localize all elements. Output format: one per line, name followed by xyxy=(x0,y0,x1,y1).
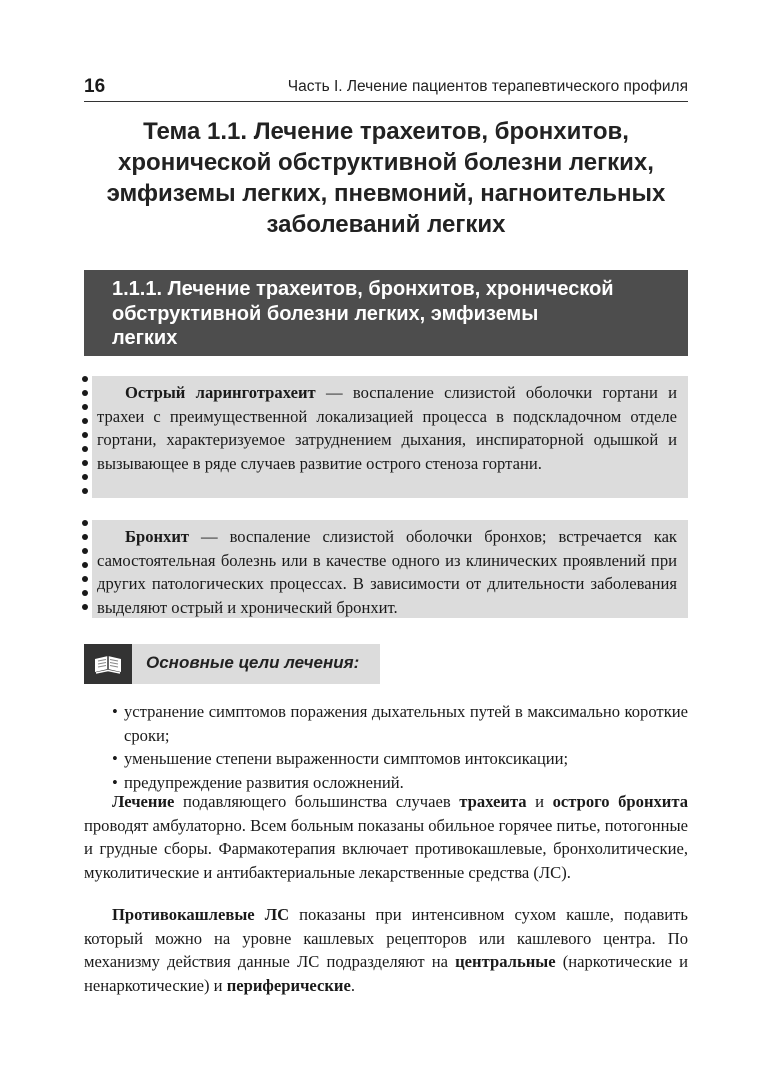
dot xyxy=(82,590,88,596)
section-title-line: обструктивной болезни легких, эмфиземы xyxy=(112,302,539,325)
topic-title-line: хронической обструктивной болезни легких, xyxy=(118,149,654,176)
dot xyxy=(82,604,88,610)
paragraph-text: проводят амбулаторно. Всем больным показаны обильное горячее питье, потогонные и грудные сборы. Фармакотерапия включает противокашлевые, бронхолитические, муколитические и антибактериальные лекарственные средства (ЛС). xyxy=(84,815,688,882)
paragraph-text: показаны при интенсивном сухом кашле, подавить который можно на уровне кашлевых рецепторов или кашлевого центра. По механизму действия данные ЛС подразделяют на xyxy=(84,905,689,971)
dot xyxy=(82,488,88,494)
page-number: 16 xyxy=(84,76,106,97)
page-header xyxy=(84,76,688,100)
list-item: • уменьшение степени выраженности симптомов интоксикации; xyxy=(112,747,688,771)
paragraph-text: подавляющего большинства случаев xyxy=(174,792,460,811)
section-title-line: легких xyxy=(112,327,178,349)
list-item: • предупреждение развития осложнений. xyxy=(112,771,688,795)
paragraph-text: . xyxy=(350,975,356,995)
dot xyxy=(82,390,88,396)
definition-term: Острый ларинготрахеит xyxy=(125,383,316,402)
definition-term: Бронхит xyxy=(125,527,190,546)
bold-term: Противокашлевые ЛС xyxy=(112,905,290,924)
paragraph-text: и xyxy=(526,792,553,811)
book-icon xyxy=(84,644,132,684)
header-rule xyxy=(84,101,688,102)
definition-bronchitis xyxy=(97,525,677,619)
dot xyxy=(82,460,88,466)
bold-term: периферические xyxy=(226,975,351,995)
dot xyxy=(82,376,88,382)
bold-term: Лечение xyxy=(112,792,175,811)
dot xyxy=(82,520,88,526)
list-item: • устранение симптомов поражения дыхательных путей в максимально короткие сроки; xyxy=(112,700,688,747)
bold-term: острого бронхита xyxy=(552,792,689,811)
dot xyxy=(82,404,88,410)
dot xyxy=(82,418,88,424)
dot xyxy=(82,562,88,568)
topic-title xyxy=(84,116,688,240)
dot xyxy=(82,534,88,540)
dot xyxy=(82,576,88,582)
topic-title-line: заболеваний легких xyxy=(266,211,506,238)
antitussive-paragraph xyxy=(84,903,688,997)
definition-text: — воспаление слизистой оболочки бронхов; встречается как самостоятельная болезнь или в качестве одного из клинических проявлений при других патологических процессах. В зависимости от длительности заболевания выделяют острый и хронический бронхит. xyxy=(97,527,677,617)
treatment-paragraph xyxy=(84,790,688,884)
definition-laryngotracheitis xyxy=(97,381,677,475)
section-title-line: 1.1.1. Лечение трахеитов, бронхитов, хронической xyxy=(112,278,614,300)
topic-title-line: Тема 1.1. Лечение трахеитов, бронхитов, xyxy=(143,118,629,145)
goals-title: Основные цели лечения: xyxy=(146,653,360,672)
running-head: Часть I. Лечение пациентов терапевтического профиля xyxy=(287,78,688,95)
definition-text: — воспаление слизистой оболочки гортани и трахеи с преимущественной локализацией процесса в подскладочном отделе гортани, характеризуемое затруднением дыхания, инспираторной одышкой и вызывающее в ряде случаев развитие острого стеноза гортани. xyxy=(97,383,677,473)
dot xyxy=(82,446,88,452)
bold-term: центральные xyxy=(455,952,556,971)
dot xyxy=(82,432,88,438)
goals-list xyxy=(112,700,688,794)
section-title xyxy=(112,277,672,351)
bold-term: трахеита xyxy=(459,792,527,811)
paragraph-text: (наркотические и ненаркотические) и xyxy=(84,952,688,995)
dot xyxy=(82,548,88,554)
topic-title-line: эмфиземы легких, пневмоний, нагноительных xyxy=(106,180,666,207)
dot xyxy=(82,474,88,480)
